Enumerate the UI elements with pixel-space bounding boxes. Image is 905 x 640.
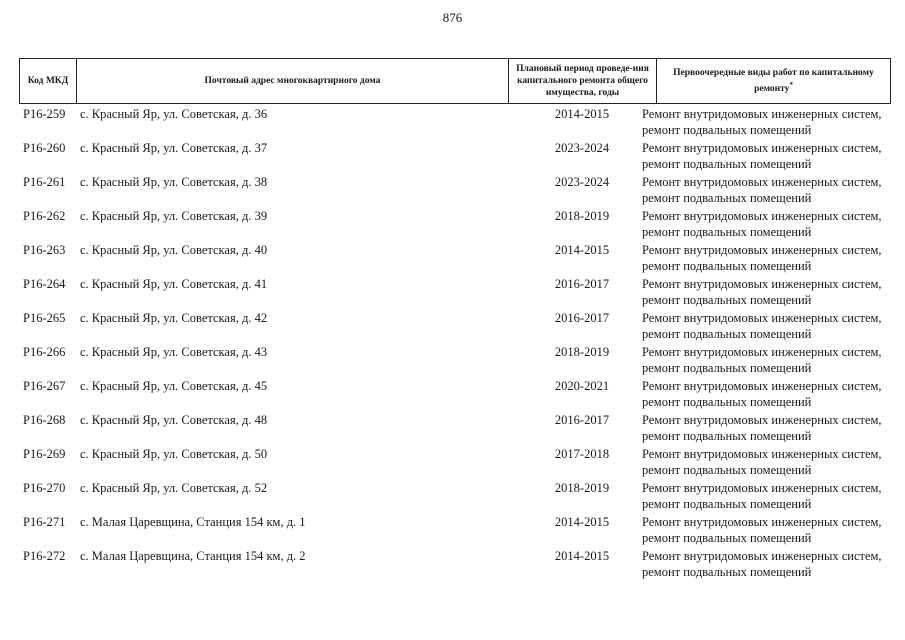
- row-works-line2: ремонт подвальных помещений: [642, 531, 812, 545]
- row-code: Р16-264: [23, 277, 66, 291]
- table-row: [19, 206, 891, 240]
- table-row: [19, 104, 891, 138]
- row-works-line2: ремонт подвальных помещений: [642, 497, 812, 511]
- row-works: [642, 480, 892, 512]
- row-code: Р16-268: [23, 413, 66, 427]
- row-works: [642, 378, 892, 410]
- row-address: с. Малая Царевщина, Станция 154 км, д. 1: [80, 515, 306, 529]
- table-row: [19, 342, 891, 376]
- row-period: 2018-2019: [554, 209, 610, 223]
- row-works-line1: Ремонт внутридомовых инженерных систем,: [642, 413, 882, 427]
- row-works: [642, 174, 892, 206]
- row-works: [642, 548, 892, 580]
- table-row: [19, 444, 891, 478]
- row-address: с. Красный Яр, ул. Советская, д. 37: [80, 141, 268, 155]
- row-period: 2014-2015: [554, 243, 610, 257]
- row-code: Р16-263: [23, 243, 66, 257]
- table-row: [19, 512, 891, 546]
- row-works-line2: ремонт подвальных помещений: [642, 259, 812, 273]
- row-code: Р16-270: [23, 481, 66, 495]
- table-header: [19, 59, 891, 104]
- row-address: с. Красный Яр, ул. Советская, д. 43: [80, 345, 268, 359]
- row-code: Р16-267: [23, 379, 66, 393]
- row-works-line1: Ремонт внутридомовых инженерных систем,: [642, 549, 882, 563]
- row-code: Р16-266: [23, 345, 66, 359]
- row-works-line1: Ремонт внутридомовых инженерных систем,: [642, 243, 882, 257]
- row-address: с. Красный Яр, ул. Советская, д. 50: [80, 447, 268, 461]
- table-row: [19, 240, 891, 274]
- row-works-line2: ремонт подвальных помещений: [642, 191, 812, 205]
- row-code: Р16-262: [23, 209, 66, 223]
- row-works-line1: Ремонт внутридомовых инженерных систем,: [642, 345, 882, 359]
- row-works-line2: ремонт подвальных помещений: [642, 361, 812, 375]
- row-works: [642, 208, 892, 240]
- row-address: с. Красный Яр, ул. Советская, д. 41: [80, 277, 268, 291]
- row-works-line1: Ремонт внутридомовых инженерных систем,: [642, 515, 882, 529]
- row-works-line1: Ремонт внутридомовых инженерных систем,: [642, 447, 882, 461]
- row-code: Р16-271: [23, 515, 66, 529]
- row-works-line1: Ремонт внутридомовых инженерных систем,: [642, 379, 882, 393]
- row-period: 2023-2024: [554, 175, 610, 189]
- row-period: 2014-2015: [554, 515, 610, 529]
- table-row: [19, 410, 891, 444]
- row-address: с. Красный Яр, ул. Советская, д. 38: [80, 175, 268, 189]
- table-row: [19, 138, 891, 172]
- row-works-line2: ремонт подвальных помещений: [642, 327, 812, 341]
- page-number: 876: [442, 10, 463, 25]
- row-address: с. Красный Яр, ул. Советская, д. 36: [80, 107, 268, 121]
- row-works: [642, 412, 892, 444]
- row-code: Р16-260: [23, 141, 66, 155]
- row-period: 2016-2017: [554, 277, 610, 291]
- row-address: с. Красный Яр, ул. Советская, д. 52: [80, 481, 268, 495]
- row-code: Р16-272: [23, 549, 66, 563]
- row-address: с. Красный Яр, ул. Советская, д. 39: [80, 209, 268, 223]
- header-works-mark: *: [789, 80, 793, 89]
- row-works-line2: ремонт подвальных помещений: [642, 463, 812, 477]
- header-period: Плановый период проведе-ния капитального ремонта общего имущества, годы: [509, 59, 657, 103]
- table-row: [19, 546, 891, 580]
- row-period: 2014-2015: [554, 107, 610, 121]
- row-period: 2014-2015: [554, 549, 610, 563]
- table-row: [19, 274, 891, 308]
- row-works-line1: Ремонт внутридомовых инженерных систем,: [642, 277, 882, 291]
- row-works: [642, 344, 892, 376]
- row-works-line1: Ремонт внутридомовых инженерных систем,: [642, 141, 882, 155]
- row-works: [642, 140, 892, 172]
- row-works: [642, 276, 892, 308]
- row-works-line2: ремонт подвальных помещений: [642, 293, 812, 307]
- row-period: 2018-2019: [554, 345, 610, 359]
- row-period: 2020-2021: [554, 379, 610, 393]
- row-code: Р16-261: [23, 175, 66, 189]
- row-address: с. Красный Яр, ул. Советская, д. 48: [80, 413, 268, 427]
- row-period: 2023-2024: [554, 141, 610, 155]
- row-works: [642, 106, 892, 138]
- row-works: [642, 514, 892, 546]
- row-works-line1: Ремонт внутридомовых инженерных систем,: [642, 311, 882, 325]
- row-works-line2: ремонт подвальных помещений: [642, 395, 812, 409]
- row-address: с. Красный Яр, ул. Советская, д. 40: [80, 243, 268, 257]
- row-works-line1: Ремонт внутридомовых инженерных систем,: [642, 175, 882, 189]
- header-works: [657, 59, 890, 103]
- row-address: с. Малая Царевщина, Станция 154 км, д. 2: [80, 549, 306, 563]
- row-works: [642, 446, 892, 478]
- row-works-line2: ремонт подвальных помещений: [642, 225, 812, 239]
- table-row: [19, 478, 891, 512]
- row-works: [642, 310, 892, 342]
- row-period: 2016-2017: [554, 311, 610, 325]
- row-works-line2: ремонт подвальных помещений: [642, 157, 812, 171]
- row-works-line2: ремонт подвальных помещений: [642, 565, 812, 579]
- row-address: с. Красный Яр, ул. Советская, д. 45: [80, 379, 268, 393]
- header-address: Почтовый адрес многоквартирного дома: [77, 59, 509, 103]
- table-body: [19, 104, 891, 580]
- table-row: [19, 376, 891, 410]
- row-works-line1: Ремонт внутридомовых инженерных систем,: [642, 481, 882, 495]
- table-row: [19, 308, 891, 342]
- row-works: [642, 242, 892, 274]
- table-row: [19, 172, 891, 206]
- row-code: Р16-265: [23, 311, 66, 325]
- row-period: 2018-2019: [554, 481, 610, 495]
- row-address: с. Красный Яр, ул. Советская, д. 42: [80, 311, 268, 325]
- row-works-line2: ремонт подвальных помещений: [642, 429, 812, 443]
- row-works-line2: ремонт подвальных помещений: [642, 123, 812, 137]
- header-code: Код МКД: [20, 59, 77, 103]
- row-code: Р16-269: [23, 447, 66, 461]
- row-period: 2017-2018: [554, 447, 610, 461]
- row-works-line1: Ремонт внутридомовых инженерных систем,: [642, 107, 882, 121]
- row-code: Р16-259: [23, 107, 66, 121]
- row-period: 2016-2017: [554, 413, 610, 427]
- header-works-text: Первоочередные виды работ по капитальному ремонту: [673, 67, 874, 95]
- row-works-line1: Ремонт внутридомовых инженерных систем,: [642, 209, 882, 223]
